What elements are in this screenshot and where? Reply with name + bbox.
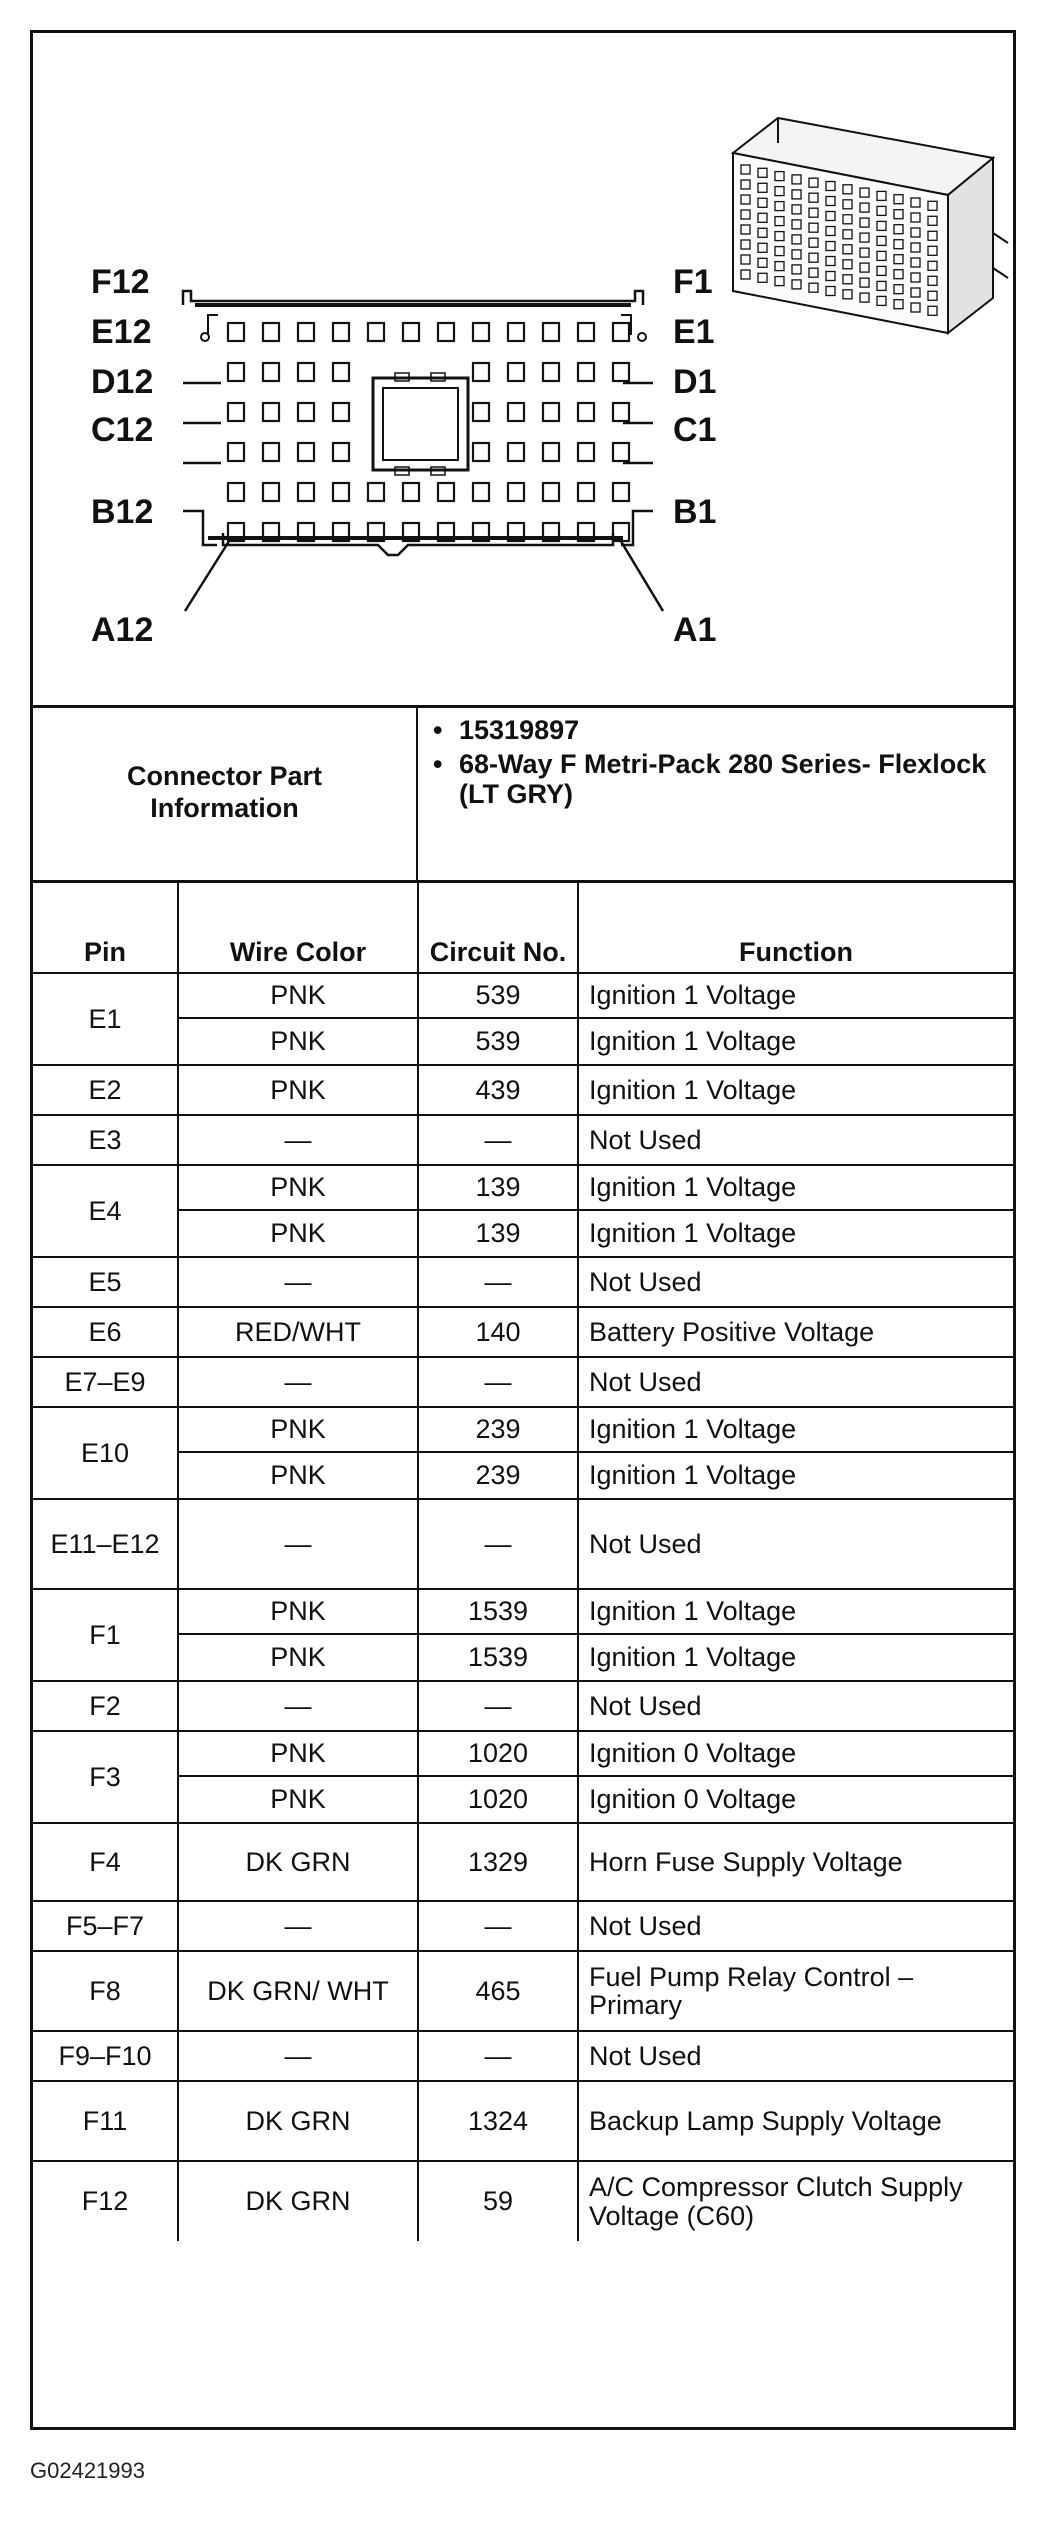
connector-face-drawing xyxy=(33,33,1013,702)
pin-cell: E1 xyxy=(33,973,178,1065)
function-cell: Horn Fuse Supply Voltage xyxy=(578,1823,1013,1901)
pin-cell: E4 xyxy=(33,1165,178,1257)
pin-cavity xyxy=(333,323,349,341)
circuit-cell: — xyxy=(418,1115,578,1165)
part-number: • 15319897 xyxy=(433,715,993,745)
pin-cavity xyxy=(508,443,524,461)
pin-cavity xyxy=(613,443,629,461)
pin-cavity xyxy=(368,323,384,341)
connector-pin-face xyxy=(183,291,663,611)
circuit-cell: 59 xyxy=(418,2161,578,2241)
function-cell: Battery Positive Voltage xyxy=(578,1307,1013,1357)
table-row xyxy=(33,1823,1013,1901)
connector-sheet xyxy=(30,30,1016,2430)
connector-diagram xyxy=(33,33,1013,708)
pin-label-d1: D1 xyxy=(673,363,717,401)
circuit-cell: 1020 xyxy=(418,1731,578,1776)
table-row xyxy=(33,1634,1013,1681)
pin-cavity xyxy=(333,363,349,381)
pin-cavity xyxy=(298,323,314,341)
pin-label-a12: A12 xyxy=(91,611,154,649)
pin-cavity xyxy=(473,443,489,461)
pin-label-b12: B12 xyxy=(91,493,154,531)
pin-cavity xyxy=(473,403,489,421)
table-row xyxy=(33,1115,1013,1165)
wire-color-cell: PNK xyxy=(178,1210,418,1257)
function-cell: Ignition 1 Voltage xyxy=(578,1634,1013,1681)
pin-label-b1: B1 xyxy=(673,493,717,531)
table-row xyxy=(33,1452,1013,1499)
pin-label-a1: A1 xyxy=(673,611,717,649)
wire-color-cell: DK GRN/ WHT xyxy=(178,1951,418,2031)
pin-cavity xyxy=(298,443,314,461)
wire-color-cell: PNK xyxy=(178,1731,418,1776)
pin-cavity xyxy=(508,483,524,501)
table-row xyxy=(33,1901,1013,1951)
part-info-title: Connector Part Information xyxy=(33,705,418,880)
table-row xyxy=(33,1951,1013,2031)
table-row xyxy=(33,1589,1013,1634)
pin-cavity xyxy=(543,363,559,381)
table-row xyxy=(33,1681,1013,1731)
circuit-cell: 1329 xyxy=(418,1823,578,1901)
pin-cavity xyxy=(578,323,594,341)
function-cell: Not Used xyxy=(578,1257,1013,1307)
pin-function-table xyxy=(33,883,1013,2241)
pin-cavity xyxy=(228,363,244,381)
pin-cell: F4 xyxy=(33,1823,178,1901)
circuit-cell: 439 xyxy=(418,1065,578,1115)
pin-cavity xyxy=(298,403,314,421)
function-cell: Ignition 1 Voltage xyxy=(578,1210,1013,1257)
wire-color-cell: PNK xyxy=(178,1065,418,1115)
circuit-cell: 239 xyxy=(418,1452,578,1499)
table-row xyxy=(33,1776,1013,1823)
function-cell: Not Used xyxy=(578,1499,1013,1589)
pin-cavity xyxy=(508,403,524,421)
circuit-cell: — xyxy=(418,1499,578,1589)
function-cell: Ignition 1 Voltage xyxy=(578,1018,1013,1065)
circuit-cell: — xyxy=(418,1257,578,1307)
pin-cavity xyxy=(578,403,594,421)
function-cell: Ignition 1 Voltage xyxy=(578,973,1013,1018)
pin-label-e12: E12 xyxy=(91,313,152,351)
circuit-cell: 1020 xyxy=(418,1776,578,1823)
function-cell: Not Used xyxy=(578,1357,1013,1407)
table-header-row xyxy=(33,883,1013,973)
wire-color-cell: PNK xyxy=(178,1165,418,1210)
pin-cavity xyxy=(263,483,279,501)
wire-color-cell: DK GRN xyxy=(178,2161,418,2241)
pin-cavity xyxy=(578,443,594,461)
pin-cell: F8 xyxy=(33,1951,178,2031)
pin-cavity xyxy=(508,363,524,381)
wire-color-cell: DK GRN xyxy=(178,2081,418,2161)
function-cell: Ignition 1 Voltage xyxy=(578,1452,1013,1499)
pin-cavity xyxy=(228,483,244,501)
function-cell: Fuel Pump Relay Control – Primary xyxy=(578,1951,1013,2031)
pin-cell: F9–F10 xyxy=(33,2031,178,2081)
circuit-cell: 139 xyxy=(418,1165,578,1210)
pin-cell: E7–E9 xyxy=(33,1357,178,1407)
pin-label-f1: F1 xyxy=(673,263,713,301)
wire-color-cell: RED/WHT xyxy=(178,1307,418,1357)
wire-color-cell: — xyxy=(178,2031,418,2081)
table-row xyxy=(33,2081,1013,2161)
circuit-cell: — xyxy=(418,1901,578,1951)
pin-cell: E2 xyxy=(33,1065,178,1115)
pin-cell: F12 xyxy=(33,2161,178,2241)
pin-cavity xyxy=(438,323,454,341)
wire-color-cell: PNK xyxy=(178,1407,418,1452)
pin-cell: F5–F7 xyxy=(33,1901,178,1951)
pin-cavity xyxy=(298,363,314,381)
pin-cavity xyxy=(613,403,629,421)
wire-color-cell: — xyxy=(178,1257,418,1307)
table-row xyxy=(33,1018,1013,1065)
pin-label-f12: F12 xyxy=(91,263,150,301)
pin-cavity xyxy=(298,483,314,501)
wire-color-cell: — xyxy=(178,1681,418,1731)
circuit-cell: 1539 xyxy=(418,1634,578,1681)
pin-label-c12: C12 xyxy=(91,411,154,449)
pin-cavity xyxy=(333,443,349,461)
header-pin: Pin xyxy=(33,883,178,973)
table-row xyxy=(33,2031,1013,2081)
pin-cell: E3 xyxy=(33,1115,178,1165)
wire-color-cell: — xyxy=(178,1499,418,1589)
pin-cell: F3 xyxy=(33,1731,178,1823)
pin-cavity xyxy=(228,323,244,341)
pin-cavity xyxy=(263,443,279,461)
circuit-cell: — xyxy=(418,1681,578,1731)
pin-cavity xyxy=(473,323,489,341)
pin-cavity xyxy=(508,323,524,341)
function-cell: Not Used xyxy=(578,1681,1013,1731)
pin-cavity xyxy=(543,483,559,501)
function-cell: Not Used xyxy=(578,1901,1013,1951)
function-cell: Backup Lamp Supply Voltage xyxy=(578,2081,1013,2161)
circuit-cell: 140 xyxy=(418,1307,578,1357)
circuit-cell: 1324 xyxy=(418,2081,578,2161)
pin-cell: E6 xyxy=(33,1307,178,1357)
circuit-cell: 239 xyxy=(418,1407,578,1452)
pin-cavity xyxy=(263,403,279,421)
table-row xyxy=(33,2161,1013,2241)
pin-cavity xyxy=(613,323,629,341)
pin-cavity xyxy=(578,483,594,501)
pin-cavity xyxy=(263,323,279,341)
wire-color-cell: DK GRN xyxy=(178,1823,418,1901)
pin-cavity xyxy=(543,323,559,341)
function-cell: Ignition 1 Voltage xyxy=(578,1165,1013,1210)
connector-isometric-icon xyxy=(733,118,1008,333)
table-row xyxy=(33,1407,1013,1452)
wire-color-cell: — xyxy=(178,1357,418,1407)
pin-cavity xyxy=(228,443,244,461)
circuit-cell: 139 xyxy=(418,1210,578,1257)
circuit-cell: 465 xyxy=(418,1951,578,2031)
table-row xyxy=(33,1307,1013,1357)
function-cell: Not Used xyxy=(578,2031,1013,2081)
pin-label-d12: D12 xyxy=(91,363,154,401)
function-cell: Ignition 1 Voltage xyxy=(578,1589,1013,1634)
pin-cavity xyxy=(333,483,349,501)
table-row xyxy=(33,1165,1013,1210)
pin-cavity xyxy=(473,363,489,381)
wire-color-cell: — xyxy=(178,1901,418,1951)
part-info-details xyxy=(433,715,993,814)
pin-cavity xyxy=(578,363,594,381)
connector-description: • 68-Way F Metri-Pack 280 Series- Flexlock (LT GRY) xyxy=(433,749,993,809)
wire-color-cell: PNK xyxy=(178,1776,418,1823)
circuit-cell: 539 xyxy=(418,973,578,1018)
wire-color-cell: PNK xyxy=(178,1634,418,1681)
circuit-cell: 1539 xyxy=(418,1589,578,1634)
table-row xyxy=(33,1065,1013,1115)
header-wire-color: Wire Color xyxy=(178,883,418,973)
pin-cavity xyxy=(438,483,454,501)
pin-cavity xyxy=(368,483,384,501)
pin-label-c1: C1 xyxy=(673,411,717,449)
pin-cell: F11 xyxy=(33,2081,178,2161)
pin-label-e1: E1 xyxy=(673,313,715,351)
table-row xyxy=(33,1499,1013,1589)
function-cell: Ignition 0 Voltage xyxy=(578,1776,1013,1823)
function-cell: A/C Compressor Clutch Supply Voltage (C60) xyxy=(578,2161,1013,2241)
function-cell: Not Used xyxy=(578,1115,1013,1165)
table-row xyxy=(33,1731,1013,1776)
circuit-cell: 539 xyxy=(418,1018,578,1065)
table-row xyxy=(33,973,1013,1018)
pin-cavity xyxy=(473,483,489,501)
pin-cavity xyxy=(403,483,419,501)
table-row xyxy=(33,1257,1013,1307)
function-cell: Ignition 1 Voltage xyxy=(578,1407,1013,1452)
pin-cavity xyxy=(613,363,629,381)
pin-cavity xyxy=(543,403,559,421)
pin-cell: E10 xyxy=(33,1407,178,1499)
pin-cavity xyxy=(403,323,419,341)
pin-cell: F1 xyxy=(33,1589,178,1681)
table-row xyxy=(33,1210,1013,1257)
wire-color-cell: PNK xyxy=(178,1452,418,1499)
function-cell: Ignition 1 Voltage xyxy=(578,1065,1013,1115)
pin-cavity xyxy=(263,363,279,381)
pin-cavity xyxy=(543,443,559,461)
wire-color-cell: — xyxy=(178,1115,418,1165)
header-circuit-no: Circuit No. xyxy=(418,883,578,973)
function-cell: Ignition 0 Voltage xyxy=(578,1731,1013,1776)
circuit-cell: — xyxy=(418,1357,578,1407)
pin-cavity xyxy=(333,403,349,421)
circuit-cell: — xyxy=(418,2031,578,2081)
pin-cell: E5 xyxy=(33,1257,178,1307)
figure-id: G02421993 xyxy=(30,2458,145,2483)
pin-cell: F2 xyxy=(33,1681,178,1731)
pin-cavity xyxy=(228,403,244,421)
header-function: Function xyxy=(578,883,1013,973)
pin-cell: E11–E12 xyxy=(33,1499,178,1589)
pin-cavity xyxy=(613,483,629,501)
wire-color-cell: PNK xyxy=(178,1018,418,1065)
wire-color-cell: PNK xyxy=(178,973,418,1018)
connector-part-information xyxy=(33,705,1013,883)
table-row xyxy=(33,1357,1013,1407)
wire-color-cell: PNK xyxy=(178,1589,418,1634)
